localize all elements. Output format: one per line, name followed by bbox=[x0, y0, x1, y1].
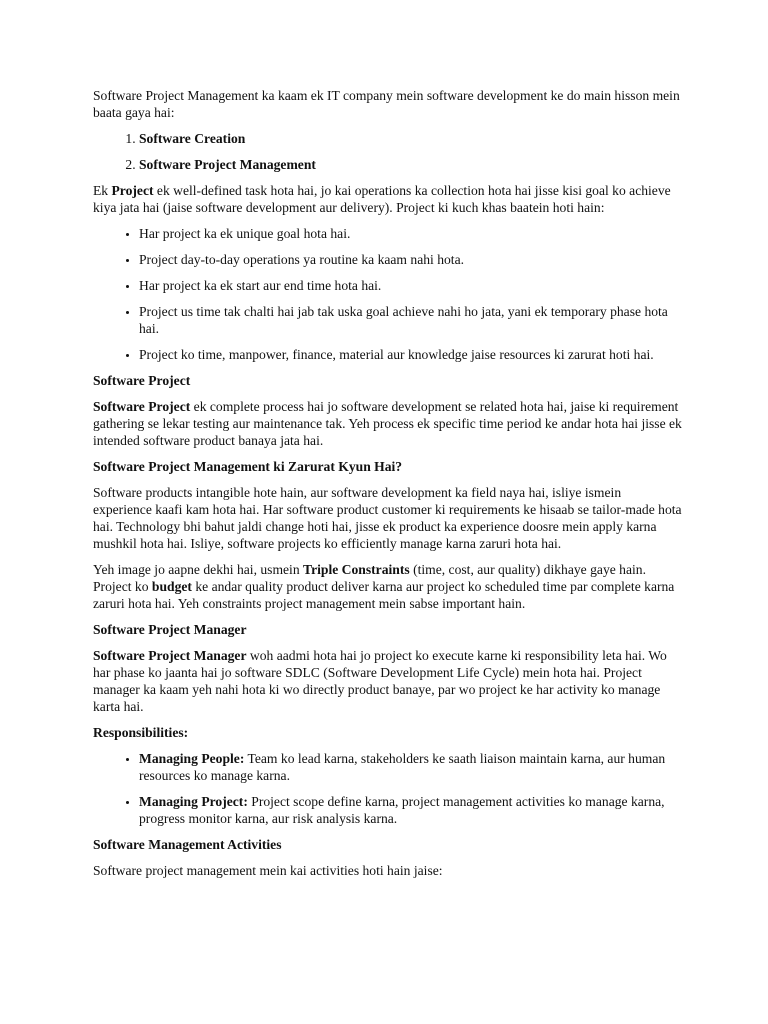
list-item: 1. Software Creation bbox=[139, 130, 683, 147]
intro-paragraph: Software Project Management ka kaam ek IT company mein software development ke do main hisson mein baata gaya hai: bbox=[93, 88, 680, 120]
section-heading-responsibilities: Responsibilities: bbox=[93, 725, 189, 740]
list-item: • Project ko time, manpower, finance, material aur knowledge jaise resources ki zarurat hoti hai. bbox=[139, 346, 683, 363]
list-item: • Project day-to-day operations ya routine ka kaam nahi hota. bbox=[139, 251, 683, 268]
project-definition-paragraph: Ek Project ek well-defined task hota hai, jo kai operations ka collection hota hai jisse kisi goal ko achieve kiya jata hai (jaise software development aur delivery). Project ki kuch khas baatein hoti hain: bbox=[93, 183, 671, 215]
software-project-paragraph: Software Project ek complete process hai jo software development se related hota hai, jaise ki requirement gathering se lekar testing aur maintenance tak. Yeh process ek specific time period ke andar hota hai jisse ek intended software product banaya jata hai. bbox=[93, 399, 682, 448]
list-item: 2. Software Project Management bbox=[139, 156, 683, 173]
responsibilities-list bbox=[93, 750, 683, 827]
section-heading-need: Software Project Management ki Zarurat Kyun Hai? bbox=[93, 459, 403, 474]
section-heading-software-project: Software Project bbox=[93, 373, 191, 388]
main-parts-list bbox=[93, 130, 683, 173]
list-item: • Managing Project: Project scope define karna, project management activities ko manage karna, progress monitor karna, aur risk analysis karna. bbox=[139, 793, 683, 827]
list-item: • Managing People: Team ko lead karna, stakeholders ke saath liaison maintain karna, aur human resources ko manage karna. bbox=[139, 750, 683, 784]
document-body bbox=[93, 87, 683, 888]
list-item: • Project us time tak chalti hai jab tak uska goal achieve nahi ho jata, yani ek temporary phase hota hai. bbox=[139, 303, 683, 337]
project-points-list bbox=[93, 225, 683, 363]
need-paragraph-2: Yeh image jo aapne dekhi hai, usmein Triple Constraints (time, cost, aur quality) dikhaye gaye hain. Project ko budget ke andar quality product deliver karna aur project ko scheduled time par complete karna zaruri hota hai. Yeh constraints project management mein sabse important hain. bbox=[93, 562, 675, 611]
manager-paragraph: Software Project Manager woh aadmi hota hai jo project ko execute karne ki responsibility leta hai. Wo har phase ko jaanta hai jo software SDLC (Software Development Life Cycle) mein hota hai. Project manager ka kaam yeh nahi hota ki wo directly product banaye, par wo project ke har activity ko manage karta hai. bbox=[93, 648, 667, 714]
list-item: • Har project ka ek start aur end time hota hai. bbox=[139, 277, 683, 294]
list-item: • Har project ka ek unique goal hota hai. bbox=[139, 225, 683, 242]
section-heading-manager: Software Project Manager bbox=[93, 622, 247, 637]
need-paragraph-1: Software products intangible hote hain, aur software development ka field naya hai, isliye ismein experience kaafi kam hota hai. Har software product customer ki requirements ke hisaab se tailor-made hota hai. Technology bhi bahut jaldi change hoti hai, jisse ek product ka experience doosre mein apply karna mushkil hota hai. Isliye, software projects ko efficiently manage karna zaruri hota hai. bbox=[93, 485, 682, 551]
activities-paragraph: Software project management mein kai activities hoti hain jaise: bbox=[93, 863, 443, 878]
section-heading-activities: Software Management Activities bbox=[93, 837, 282, 852]
